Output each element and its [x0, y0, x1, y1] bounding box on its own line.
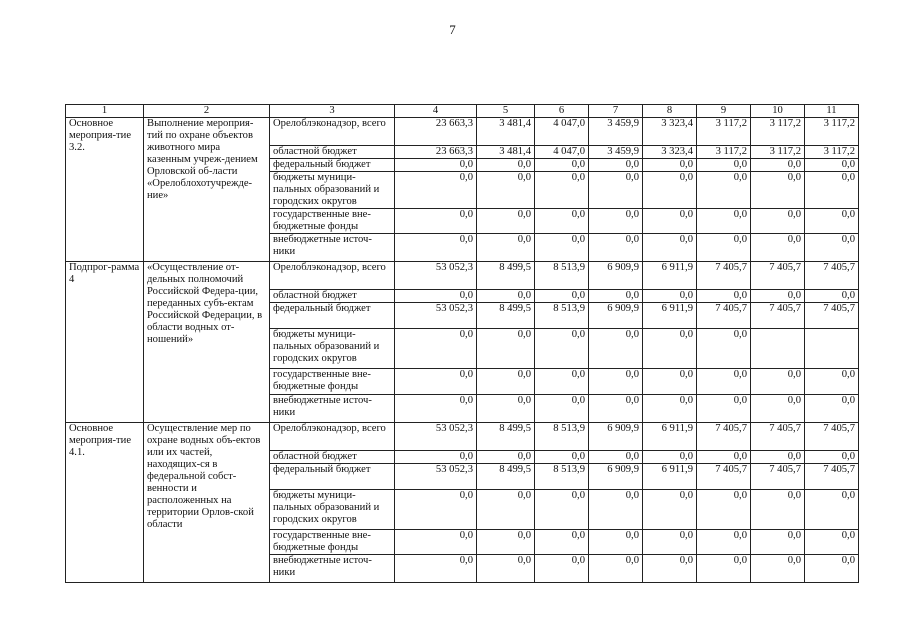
- funding-source-cell: федеральный бюджет: [270, 464, 395, 490]
- value-cell: 0,0: [805, 395, 859, 423]
- value-cell: 0,0: [535, 172, 589, 209]
- value-cell: 0,0: [477, 369, 535, 395]
- funding-source-cell: внебюджетные источ-ники: [270, 234, 395, 262]
- page-number: 7: [449, 22, 456, 37]
- value-cell: 0,0: [697, 555, 751, 583]
- value-cell: [751, 329, 805, 369]
- value-cell: 3 117,2: [697, 118, 751, 146]
- value-cell: [805, 329, 859, 369]
- value-cell: 0,0: [751, 395, 805, 423]
- value-cell: 0,0: [395, 451, 477, 464]
- value-cell: 53 052,3: [395, 423, 477, 451]
- value-cell: 0,0: [395, 530, 477, 555]
- value-cell: 0,0: [535, 451, 589, 464]
- value-cell: 0,0: [477, 290, 535, 303]
- funding-source-cell: внебюджетные источ-ники: [270, 395, 395, 423]
- value-cell: 0,0: [477, 329, 535, 369]
- value-cell: 6 911,9: [643, 262, 697, 290]
- value-cell: 0,0: [477, 451, 535, 464]
- funding-source-cell: Орелоблэконадзор, всего: [270, 262, 395, 290]
- value-cell: 3 323,4: [643, 146, 697, 159]
- value-cell: 0,0: [395, 234, 477, 262]
- value-cell: 0,0: [535, 395, 589, 423]
- value-cell: 0,0: [643, 234, 697, 262]
- header-cell: 1: [66, 105, 144, 118]
- value-cell: 0,0: [751, 172, 805, 209]
- header-cell: 8: [643, 105, 697, 118]
- value-cell: 0,0: [697, 451, 751, 464]
- value-cell: 0,0: [751, 234, 805, 262]
- value-cell: 0,0: [477, 530, 535, 555]
- funding-source-cell: федеральный бюджет: [270, 303, 395, 329]
- value-cell: 8 499,5: [477, 303, 535, 329]
- program-description-cell: Выполнение мероприя-тий по охране объектов животного мира казенным учреж-дением Орловской об-ласти «Орелоблохотучрежде-ние»: [144, 118, 270, 262]
- value-cell: 0,0: [477, 395, 535, 423]
- value-cell: 6 911,9: [643, 423, 697, 451]
- value-cell: 4 047,0: [535, 146, 589, 159]
- table-row: [66, 423, 859, 451]
- value-cell: 0,0: [643, 530, 697, 555]
- value-cell: 0,0: [477, 234, 535, 262]
- value-cell: 8 513,9: [535, 303, 589, 329]
- value-cell: 0,0: [805, 290, 859, 303]
- table-row: [66, 262, 859, 290]
- value-cell: 3 117,2: [805, 146, 859, 159]
- value-cell: 0,0: [643, 172, 697, 209]
- value-cell: 0,0: [751, 490, 805, 530]
- value-cell: 0,0: [643, 490, 697, 530]
- value-cell: 0,0: [751, 159, 805, 172]
- value-cell: 7 405,7: [697, 303, 751, 329]
- value-cell: 3 117,2: [805, 118, 859, 146]
- header-cell: 7: [589, 105, 643, 118]
- funding-source-cell: областной бюджет: [270, 451, 395, 464]
- value-cell: 7 405,7: [751, 423, 805, 451]
- value-cell: 0,0: [535, 234, 589, 262]
- value-cell: 0,0: [697, 234, 751, 262]
- value-cell: 0,0: [535, 329, 589, 369]
- funding-source-cell: государственные вне-бюджетные фонды: [270, 209, 395, 234]
- value-cell: 0,0: [535, 490, 589, 530]
- header-cell: 4: [395, 105, 477, 118]
- value-cell: 0,0: [589, 490, 643, 530]
- value-cell: 0,0: [589, 159, 643, 172]
- value-cell: 0,0: [395, 369, 477, 395]
- header-row: [66, 105, 859, 118]
- value-cell: 0,0: [589, 209, 643, 234]
- value-cell: 0,0: [697, 530, 751, 555]
- value-cell: 0,0: [589, 530, 643, 555]
- value-cell: 0,0: [535, 209, 589, 234]
- funding-source-cell: государственные вне-бюджетные фонды: [270, 530, 395, 555]
- value-cell: 0,0: [805, 234, 859, 262]
- value-cell: 8 513,9: [535, 464, 589, 490]
- value-cell: 0,0: [751, 290, 805, 303]
- program-code-cell: Подпрог-рамма 4: [66, 262, 144, 423]
- value-cell: 7 405,7: [805, 262, 859, 290]
- value-cell: 0,0: [805, 451, 859, 464]
- value-cell: 0,0: [589, 329, 643, 369]
- value-cell: 0,0: [589, 172, 643, 209]
- value-cell: 7 405,7: [697, 464, 751, 490]
- budget-table: [65, 104, 859, 583]
- value-cell: 0,0: [805, 369, 859, 395]
- value-cell: 8 513,9: [535, 423, 589, 451]
- value-cell: 0,0: [395, 159, 477, 172]
- value-cell: 7 405,7: [805, 423, 859, 451]
- table-body: [66, 105, 859, 583]
- value-cell: 0,0: [643, 555, 697, 583]
- value-cell: 6 909,9: [589, 262, 643, 290]
- value-cell: 53 052,3: [395, 303, 477, 329]
- funding-source-cell: государственные вне-бюджетные фонды: [270, 369, 395, 395]
- value-cell: 0,0: [805, 490, 859, 530]
- value-cell: 7 405,7: [697, 423, 751, 451]
- value-cell: 0,0: [751, 369, 805, 395]
- header-cell: 11: [805, 105, 859, 118]
- value-cell: 3 323,4: [643, 118, 697, 146]
- value-cell: 0,0: [643, 290, 697, 303]
- value-cell: 0,0: [805, 209, 859, 234]
- value-cell: 3 459,9: [589, 146, 643, 159]
- program-description-cell: Осуществление мер по охране водных объ-ектов или их частей, находящих-ся в федеральной собст-венности и расположенных на территории Орлов-ской области: [144, 423, 270, 583]
- value-cell: 0,0: [589, 451, 643, 464]
- value-cell: 23 663,3: [395, 146, 477, 159]
- program-description-cell: «Осуществление от-дельных полномочий Российской Федера-ции, переданных субъ-ектам Российской Федерации, в области водных от-ношений»: [144, 262, 270, 423]
- header-cell: 10: [751, 105, 805, 118]
- funding-source-cell: областной бюджет: [270, 146, 395, 159]
- value-cell: 8 499,5: [477, 262, 535, 290]
- program-code-cell: Основное мероприя-тие 4.1.: [66, 423, 144, 583]
- value-cell: 0,0: [589, 234, 643, 262]
- value-cell: 0,0: [477, 209, 535, 234]
- value-cell: 3 481,4: [477, 118, 535, 146]
- value-cell: 0,0: [477, 555, 535, 583]
- value-cell: 3 117,2: [697, 146, 751, 159]
- value-cell: 0,0: [697, 172, 751, 209]
- funding-source-cell: бюджеты муници-пальных образований и городских округов: [270, 490, 395, 530]
- value-cell: 0,0: [535, 555, 589, 583]
- value-cell: 0,0: [643, 369, 697, 395]
- value-cell: 0,0: [751, 209, 805, 234]
- value-cell: 0,0: [477, 159, 535, 172]
- value-cell: 0,0: [751, 451, 805, 464]
- value-cell: 7 405,7: [751, 262, 805, 290]
- value-cell: 0,0: [697, 159, 751, 172]
- value-cell: 6 909,9: [589, 464, 643, 490]
- value-cell: 0,0: [697, 490, 751, 530]
- value-cell: 0,0: [589, 369, 643, 395]
- value-cell: 0,0: [697, 395, 751, 423]
- value-cell: 0,0: [395, 209, 477, 234]
- header-cell: 2: [144, 105, 270, 118]
- value-cell: 0,0: [395, 555, 477, 583]
- value-cell: 0,0: [477, 172, 535, 209]
- value-cell: 6 911,9: [643, 303, 697, 329]
- value-cell: 53 052,3: [395, 464, 477, 490]
- value-cell: 3 117,2: [751, 118, 805, 146]
- value-cell: 7 405,7: [751, 464, 805, 490]
- value-cell: 8 499,5: [477, 464, 535, 490]
- value-cell: 6 911,9: [643, 464, 697, 490]
- value-cell: 0,0: [395, 172, 477, 209]
- value-cell: 0,0: [477, 490, 535, 530]
- value-cell: 0,0: [535, 159, 589, 172]
- value-cell: 4 047,0: [535, 118, 589, 146]
- value-cell: 0,0: [535, 530, 589, 555]
- value-cell: 6 909,9: [589, 303, 643, 329]
- value-cell: 0,0: [589, 555, 643, 583]
- value-cell: 0,0: [535, 369, 589, 395]
- value-cell: 0,0: [395, 290, 477, 303]
- value-cell: 0,0: [805, 530, 859, 555]
- value-cell: 8 513,9: [535, 262, 589, 290]
- value-cell: 0,0: [751, 530, 805, 555]
- value-cell: 53 052,3: [395, 262, 477, 290]
- funding-source-cell: внебюджетные источ-ники: [270, 555, 395, 583]
- value-cell: 0,0: [697, 209, 751, 234]
- header-cell: 3: [270, 105, 395, 118]
- value-cell: 0,0: [395, 395, 477, 423]
- funding-source-cell: бюджеты муници-пальных образований и городских округов: [270, 329, 395, 369]
- value-cell: 0,0: [697, 290, 751, 303]
- value-cell: 0,0: [643, 209, 697, 234]
- value-cell: 8 499,5: [477, 423, 535, 451]
- table-row: [66, 118, 859, 146]
- value-cell: 0,0: [697, 369, 751, 395]
- header-cell: 5: [477, 105, 535, 118]
- funding-source-cell: Орелоблэконадзор, всего: [270, 118, 395, 146]
- value-cell: 0,0: [395, 490, 477, 530]
- value-cell: 0,0: [589, 290, 643, 303]
- header-cell: 6: [535, 105, 589, 118]
- funding-source-cell: областной бюджет: [270, 290, 395, 303]
- value-cell: 0,0: [751, 555, 805, 583]
- value-cell: 0,0: [805, 159, 859, 172]
- funding-source-cell: федеральный бюджет: [270, 159, 395, 172]
- value-cell: 0,0: [805, 172, 859, 209]
- value-cell: 0,0: [697, 329, 751, 369]
- value-cell: 0,0: [395, 329, 477, 369]
- value-cell: 7 405,7: [697, 262, 751, 290]
- program-code-cell: Основное мероприя-тие 3.2.: [66, 118, 144, 262]
- value-cell: 3 481,4: [477, 146, 535, 159]
- value-cell: 23 663,3: [395, 118, 477, 146]
- value-cell: 3 459,9: [589, 118, 643, 146]
- value-cell: 0,0: [589, 395, 643, 423]
- funding-source-cell: бюджеты муници-пальных образований и городских округов: [270, 172, 395, 209]
- value-cell: 0,0: [643, 395, 697, 423]
- value-cell: 0,0: [643, 329, 697, 369]
- funding-source-cell: Орелоблэконадзор, всего: [270, 423, 395, 451]
- value-cell: 0,0: [643, 159, 697, 172]
- value-cell: 0,0: [805, 555, 859, 583]
- value-cell: 7 405,7: [751, 303, 805, 329]
- value-cell: 0,0: [535, 290, 589, 303]
- value-cell: 6 909,9: [589, 423, 643, 451]
- value-cell: 7 405,7: [805, 303, 859, 329]
- value-cell: 3 117,2: [751, 146, 805, 159]
- header-cell: 9: [697, 105, 751, 118]
- value-cell: 7 405,7: [805, 464, 859, 490]
- value-cell: 0,0: [643, 451, 697, 464]
